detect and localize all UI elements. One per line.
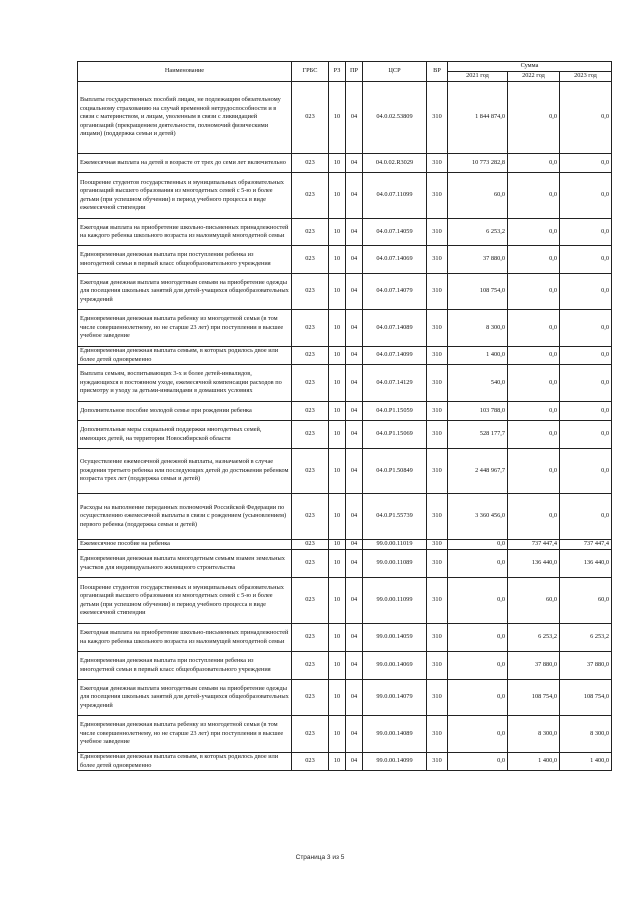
row-grbs: 023 — [292, 550, 329, 578]
header-year-2022: 2022 год — [508, 72, 560, 82]
row-pr: 04 — [346, 274, 363, 310]
row-rz: 10 — [329, 449, 346, 494]
row-vr: 310 — [427, 578, 448, 624]
table-row — [78, 716, 612, 753]
row-grbs: 023 — [292, 246, 329, 274]
row-vr: 310 — [427, 154, 448, 173]
row-amount-2021: 2 448 967,7 — [448, 449, 508, 494]
header-name: Наименование — [78, 62, 292, 82]
row-amount-2022: 0,0 — [508, 402, 560, 421]
row-rz: 10 — [329, 624, 346, 652]
page-number: Страница 3 из 5 — [295, 854, 345, 861]
table-row — [78, 173, 612, 219]
row-name: Выплаты государственных пособий лицам, не подлежащим обязательному социальному страхованию на случай временной нетрудоспособности и в связи с материнством, и лицам, уволенным в связи с ликвидацией организаций (прекращением деятельности, полномочий физическими лицами) (поддержка семьи и детей) — [78, 82, 292, 154]
row-csr: 04.0.07.14099 — [363, 347, 427, 365]
row-rz: 10 — [329, 154, 346, 173]
row-amount-2022: 108 754,0 — [508, 680, 560, 716]
row-rz: 10 — [329, 274, 346, 310]
table-row — [78, 347, 612, 365]
budget-table — [77, 61, 612, 771]
row-grbs: 023 — [292, 449, 329, 494]
row-amount-2023: 0,0 — [560, 402, 612, 421]
row-amount-2022: 136 440,0 — [508, 550, 560, 578]
row-grbs: 023 — [292, 173, 329, 219]
row-rz: 10 — [329, 540, 346, 550]
table-row — [78, 246, 612, 274]
row-amount-2021: 103 788,0 — [448, 402, 508, 421]
row-amount-2023: 0,0 — [560, 274, 612, 310]
row-amount-2021: 0,0 — [448, 753, 508, 771]
header-year-2021: 2021 год — [448, 72, 508, 82]
row-amount-2021: 0,0 — [448, 624, 508, 652]
row-name: Ежемесячная выплата на детей в возрасте от трех до семи лет включительно — [78, 154, 292, 173]
row-amount-2021: 540,0 — [448, 365, 508, 402]
row-amount-2023: 0,0 — [560, 246, 612, 274]
row-rz: 10 — [329, 578, 346, 624]
row-amount-2022: 0,0 — [508, 310, 560, 347]
row-grbs: 023 — [292, 680, 329, 716]
row-csr: 04.0.07.14129 — [363, 365, 427, 402]
row-rz: 10 — [329, 753, 346, 771]
row-name: Поощрение студентов государственных и муниципальных образовательных организаций высшего образования из многодетных семей с 5-ю и более детьми (при успешном обучении) в период учебного процесса в виде ежемесячной стипендии — [78, 173, 292, 219]
row-csr: 04.0.P1.55739 — [363, 494, 427, 540]
row-amount-2022: 1 400,0 — [508, 753, 560, 771]
row-grbs: 023 — [292, 402, 329, 421]
row-pr: 04 — [346, 716, 363, 753]
row-vr: 310 — [427, 716, 448, 753]
row-grbs: 023 — [292, 421, 329, 449]
row-csr: 04.0.P1.15069 — [363, 421, 427, 449]
row-name: Единовременная денежная выплата многодетным семьям взамен земельных участков для индивидуального жилищного строительства — [78, 550, 292, 578]
row-pr: 04 — [346, 624, 363, 652]
row-rz: 10 — [329, 173, 346, 219]
row-pr: 04 — [346, 753, 363, 771]
table-row — [78, 154, 612, 173]
row-amount-2022: 0,0 — [508, 449, 560, 494]
row-csr: 04.0.P1.15059 — [363, 402, 427, 421]
row-amount-2022: 60,0 — [508, 578, 560, 624]
row-csr: 04.0.07.11099 — [363, 173, 427, 219]
row-amount-2022: 0,0 — [508, 421, 560, 449]
row-name: Единовременная денежная выплата при поступлении ребенка из многодетной семьи в первый класс общеобразовательного учреждения — [78, 246, 292, 274]
row-grbs: 023 — [292, 219, 329, 246]
row-grbs: 023 — [292, 310, 329, 347]
row-pr: 04 — [346, 310, 363, 347]
row-rz: 10 — [329, 347, 346, 365]
row-csr: 99.0.00.14079 — [363, 680, 427, 716]
row-csr: 99.0.00.14059 — [363, 624, 427, 652]
row-amount-2021: 0,0 — [448, 578, 508, 624]
row-amount-2021: 0,0 — [448, 716, 508, 753]
row-amount-2023: 0,0 — [560, 82, 612, 154]
row-vr: 310 — [427, 680, 448, 716]
row-vr: 310 — [427, 310, 448, 347]
row-amount-2023: 0,0 — [560, 154, 612, 173]
table-row — [78, 219, 612, 246]
row-csr: 04.0.02.R3029 — [363, 154, 427, 173]
row-grbs: 023 — [292, 753, 329, 771]
row-vr: 310 — [427, 540, 448, 550]
header-rz: РЗ — [329, 62, 346, 82]
row-amount-2022: 0,0 — [508, 494, 560, 540]
row-amount-2021: 528 177,7 — [448, 421, 508, 449]
row-name: Дополнительные меры социальной поддержки многодетных семей, имеющих детей, на территории Новосибирской области — [78, 421, 292, 449]
row-pr: 04 — [346, 154, 363, 173]
row-name: Ежегодная денежная выплата многодетным семьям на приобретение одежды для посещения школьных занятий для детей-учащихся общеобразовательных учреждений — [78, 680, 292, 716]
row-pr: 04 — [346, 347, 363, 365]
row-amount-2022: 6 253,2 — [508, 624, 560, 652]
header-sum: Сумма — [448, 62, 612, 72]
row-csr: 04.0.02.53809 — [363, 82, 427, 154]
row-vr: 310 — [427, 274, 448, 310]
row-amount-2023: 108 754,0 — [560, 680, 612, 716]
row-amount-2022: 0,0 — [508, 246, 560, 274]
row-vr: 310 — [427, 173, 448, 219]
row-vr: 310 — [427, 449, 448, 494]
row-amount-2023: 0,0 — [560, 219, 612, 246]
row-name: Дополнительное пособие молодой семье при рождении ребенка — [78, 402, 292, 421]
row-rz: 10 — [329, 82, 346, 154]
table-body — [78, 82, 612, 771]
table-row — [78, 624, 612, 652]
row-amount-2022: 0,0 — [508, 274, 560, 310]
header-grbs: ГРБС — [292, 62, 329, 82]
row-grbs: 023 — [292, 274, 329, 310]
row-vr: 310 — [427, 246, 448, 274]
row-pr: 04 — [346, 219, 363, 246]
row-amount-2021: 1 844 874,0 — [448, 82, 508, 154]
row-grbs: 023 — [292, 347, 329, 365]
row-amount-2021: 0,0 — [448, 652, 508, 680]
row-pr: 04 — [346, 494, 363, 540]
row-amount-2023: 60,0 — [560, 578, 612, 624]
row-pr: 04 — [346, 82, 363, 154]
row-amount-2022: 8 300,0 — [508, 716, 560, 753]
row-name: Единовременная денежная выплата при поступлении ребенка из многодетной семьи в первый класс общеобразовательного учреждения — [78, 652, 292, 680]
row-vr: 310 — [427, 219, 448, 246]
row-name: Единовременная денежная выплата ребенку из многодетной семьи (в том числе совершеннолетнему, но не старше 23 лет) при поступлении в высшее учебное заведение — [78, 716, 292, 753]
row-rz: 10 — [329, 652, 346, 680]
row-rz: 10 — [329, 680, 346, 716]
row-amount-2023: 0,0 — [560, 310, 612, 347]
row-vr: 310 — [427, 365, 448, 402]
row-name: Ежегодная выплата на приобретение школьно-письменных принадлежностей на каждого ребенка школьного возраста из малоимущей многодетной семьи — [78, 219, 292, 246]
row-pr: 04 — [346, 421, 363, 449]
row-amount-2021: 8 300,0 — [448, 310, 508, 347]
table-row — [78, 494, 612, 540]
row-amount-2023: 136 440,0 — [560, 550, 612, 578]
table-row — [78, 449, 612, 494]
row-grbs: 023 — [292, 494, 329, 540]
row-name: Единовременная денежная выплата семьям, в которых родилось двое или более детей одновременно — [78, 347, 292, 365]
table-row — [78, 578, 612, 624]
row-amount-2021: 6 253,2 — [448, 219, 508, 246]
row-amount-2021: 1 400,0 — [448, 347, 508, 365]
row-rz: 10 — [329, 716, 346, 753]
table-row — [78, 753, 612, 771]
row-name: Ежегодная выплата на приобретение школьно-письменных принадлежностей на каждого ребенка школьного возраста из малоимущей многодетной семьи — [78, 624, 292, 652]
table-row — [78, 421, 612, 449]
row-pr: 04 — [346, 550, 363, 578]
row-rz: 10 — [329, 421, 346, 449]
row-amount-2023: 0,0 — [560, 449, 612, 494]
row-amount-2021: 108 754,0 — [448, 274, 508, 310]
row-amount-2022: 0,0 — [508, 365, 560, 402]
row-amount-2023: 0,0 — [560, 173, 612, 219]
row-csr: 04.0.07.14079 — [363, 274, 427, 310]
row-grbs: 023 — [292, 365, 329, 402]
row-amount-2023: 0,0 — [560, 494, 612, 540]
row-amount-2023: 0,0 — [560, 347, 612, 365]
row-amount-2021: 60,0 — [448, 173, 508, 219]
row-csr: 04.0.07.14069 — [363, 246, 427, 274]
row-vr: 310 — [427, 753, 448, 771]
row-csr: 99.0.00.11089 — [363, 550, 427, 578]
row-name: Осуществление ежемесячной денежной выплаты, назначаемой в случае рождения третьего ребенка или последующих детей до достижения ребенком возраста трех лет (поддержка семьи и детей) — [78, 449, 292, 494]
row-rz: 10 — [329, 550, 346, 578]
row-amount-2022: 0,0 — [508, 82, 560, 154]
row-amount-2022: 0,0 — [508, 347, 560, 365]
row-grbs: 023 — [292, 624, 329, 652]
row-rz: 10 — [329, 219, 346, 246]
row-pr: 04 — [346, 680, 363, 716]
row-amount-2022: 0,0 — [508, 154, 560, 173]
row-pr: 04 — [346, 540, 363, 550]
row-csr: 99.0.00.14099 — [363, 753, 427, 771]
row-amount-2023: 37 880,0 — [560, 652, 612, 680]
row-name: Ежегодная денежная выплата многодетным семьям на приобретение одежды для посещения школьных занятий для детей-учащихся общеобразовательных учреждений — [78, 274, 292, 310]
table-row — [78, 402, 612, 421]
row-amount-2021: 0,0 — [448, 540, 508, 550]
row-csr: 99.0.00.14069 — [363, 652, 427, 680]
row-grbs: 023 — [292, 82, 329, 154]
row-grbs: 023 — [292, 154, 329, 173]
table-row — [78, 310, 612, 347]
row-amount-2023: 0,0 — [560, 365, 612, 402]
table-row — [78, 550, 612, 578]
row-grbs: 023 — [292, 716, 329, 753]
row-vr: 310 — [427, 82, 448, 154]
row-amount-2021: 0,0 — [448, 550, 508, 578]
row-vr: 310 — [427, 494, 448, 540]
row-amount-2021: 0,0 — [448, 680, 508, 716]
row-vr: 310 — [427, 550, 448, 578]
row-amount-2023: 0,0 — [560, 421, 612, 449]
row-csr: 04.0.P1.50849 — [363, 449, 427, 494]
row-amount-2023: 1 400,0 — [560, 753, 612, 771]
row-amount-2022: 737 447,4 — [508, 540, 560, 550]
row-pr: 04 — [346, 402, 363, 421]
header-pr: ПР — [346, 62, 363, 82]
header-vr: ВР — [427, 62, 448, 82]
row-csr: 04.0.07.14059 — [363, 219, 427, 246]
header-csr: ЦСР — [363, 62, 427, 82]
row-vr: 310 — [427, 402, 448, 421]
row-grbs: 023 — [292, 652, 329, 680]
table-row — [78, 652, 612, 680]
row-vr: 310 — [427, 652, 448, 680]
row-pr: 04 — [346, 246, 363, 274]
row-amount-2022: 0,0 — [508, 219, 560, 246]
table-row — [78, 680, 612, 716]
table-row — [78, 540, 612, 550]
row-rz: 10 — [329, 494, 346, 540]
row-vr: 310 — [427, 421, 448, 449]
row-rz: 10 — [329, 365, 346, 402]
row-vr: 310 — [427, 347, 448, 365]
row-name: Единовременная денежная выплата ребенку из многодетной семьи (в том числе совершеннолетнему, но не старше 23 лет) при поступлении в высшее учебное заведение — [78, 310, 292, 347]
row-name: Выплата семьям, воспитывающих 3-х и более детей-инвалидов, нуждающихся в постоянном уходе, ежемесячной компенсации расходов по присмотру и уходу за детьми-инвалидами в домашних условиях — [78, 365, 292, 402]
row-amount-2021: 10 773 282,8 — [448, 154, 508, 173]
row-grbs: 023 — [292, 578, 329, 624]
row-vr: 310 — [427, 624, 448, 652]
row-rz: 10 — [329, 310, 346, 347]
row-grbs: 023 — [292, 540, 329, 550]
row-pr: 04 — [346, 578, 363, 624]
row-amount-2023: 6 253,2 — [560, 624, 612, 652]
table-row — [78, 82, 612, 154]
table-row — [78, 274, 612, 310]
row-csr: 99.0.00.11019 — [363, 540, 427, 550]
row-rz: 10 — [329, 246, 346, 274]
table-row — [78, 365, 612, 402]
row-name: Поощрение студентов государственных и муниципальных образовательных организаций высшего образования из многодетных семей с 5-ю и более детьми (при успешном обучении) в период учебного процесса в виде ежемесячной стипендии — [78, 578, 292, 624]
row-amount-2022: 0,0 — [508, 173, 560, 219]
row-amount-2023: 8 300,0 — [560, 716, 612, 753]
row-pr: 04 — [346, 365, 363, 402]
row-amount-2022: 37 880,0 — [508, 652, 560, 680]
row-csr: 99.0.00.11099 — [363, 578, 427, 624]
row-amount-2021: 37 880,0 — [448, 246, 508, 274]
row-csr: 99.0.00.14089 — [363, 716, 427, 753]
row-rz: 10 — [329, 402, 346, 421]
row-name: Расходы на выполнение переданных полномочий Российской Федерации по осуществлению ежемесячной выплаты в связи с рождением (усыновлением) первого ребенка (поддержка семьи и детей) — [78, 494, 292, 540]
row-amount-2023: 737 447,4 — [560, 540, 612, 550]
row-pr: 04 — [346, 173, 363, 219]
header-year-2023: 2023 год — [560, 72, 612, 82]
row-name: Единовременная денежная выплата семьям, в которых родилось двое или более детей одновременно — [78, 753, 292, 771]
row-name: Ежемесячное пособие на ребенка — [78, 540, 292, 550]
row-amount-2021: 3 360 456,0 — [448, 494, 508, 540]
row-pr: 04 — [346, 652, 363, 680]
row-csr: 04.0.07.14089 — [363, 310, 427, 347]
row-pr: 04 — [346, 449, 363, 494]
